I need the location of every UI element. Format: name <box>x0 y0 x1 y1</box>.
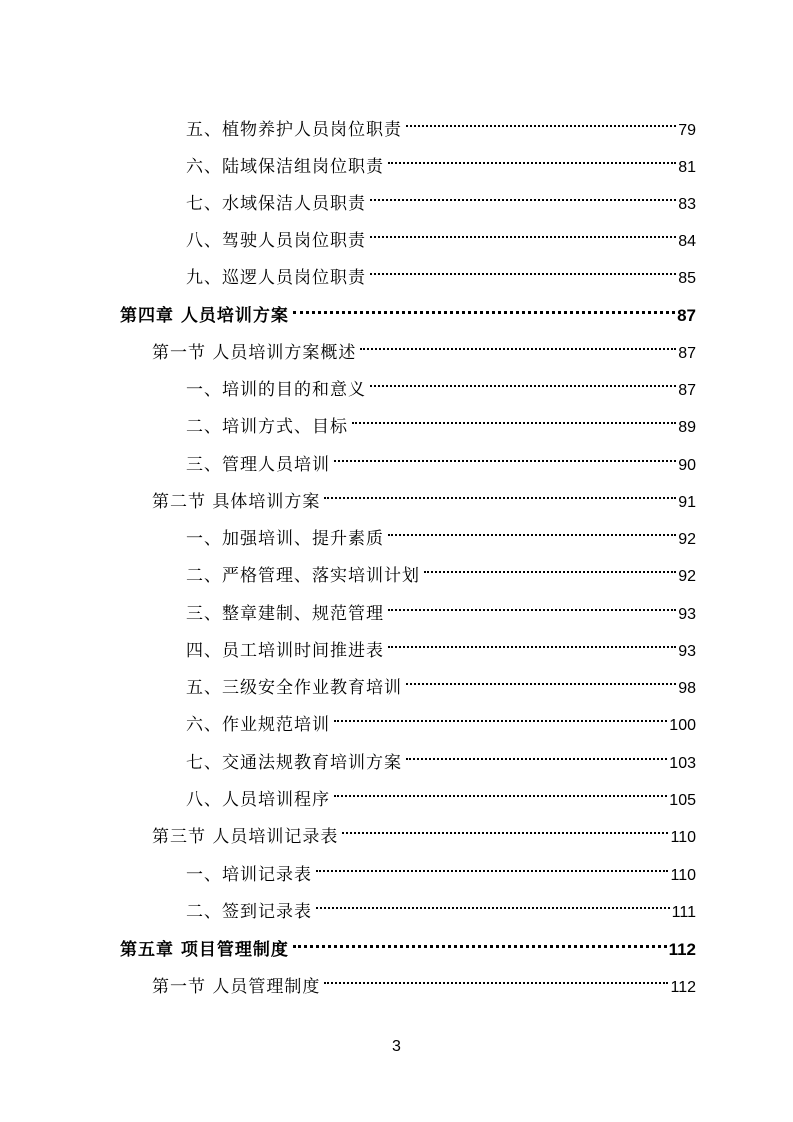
toc-section-entry[interactable] <box>152 962 696 997</box>
dot-leader <box>388 626 676 656</box>
toc-entry-page: 100 <box>669 717 696 734</box>
toc-entry-page: 92 <box>678 568 696 585</box>
toc-chapter-entry[interactable] <box>120 925 696 960</box>
dot-leader <box>334 440 676 470</box>
toc-entry[interactable] <box>186 514 696 549</box>
dot-leader <box>370 179 676 209</box>
toc-entry[interactable] <box>186 738 696 773</box>
dot-leader <box>334 775 667 805</box>
toc-entry-page: 90 <box>678 457 696 474</box>
dot-leader <box>388 589 676 619</box>
toc-chapter-entry[interactable] <box>120 291 696 326</box>
toc-entry[interactable] <box>186 700 696 735</box>
toc-entry-title: 六、作业规范培训 <box>186 715 330 735</box>
dot-leader <box>388 514 676 544</box>
toc-entry-page: 91 <box>678 494 696 511</box>
toc-entry-page: 110 <box>670 829 696 846</box>
dot-leader <box>293 291 675 321</box>
toc-entry-page: 84 <box>678 233 696 250</box>
dot-leader <box>342 812 668 842</box>
toc-entry[interactable] <box>186 253 696 288</box>
page-number: 3 <box>392 1038 401 1055</box>
toc-entry[interactable] <box>186 105 696 140</box>
toc-entry[interactable] <box>186 440 696 475</box>
toc-entry-title: 第二节 具体培训方案 <box>152 492 321 512</box>
toc-entry-page: 103 <box>669 755 696 772</box>
toc-entry-page: 87 <box>677 306 696 325</box>
toc-entry-page: 93 <box>678 643 696 660</box>
toc-entry[interactable] <box>186 626 696 661</box>
toc-entry-title: 三、管理人员培训 <box>186 455 330 475</box>
toc-entry[interactable] <box>186 216 696 251</box>
toc-entry[interactable] <box>186 179 696 214</box>
toc-entry-page: 87 <box>678 345 696 362</box>
toc-entry[interactable] <box>186 589 696 624</box>
dot-leader <box>352 402 676 432</box>
toc-entry-page: 79 <box>678 122 696 139</box>
dot-leader <box>324 962 668 992</box>
toc-entry-title: 七、水域保洁人员职责 <box>186 194 366 214</box>
toc-entry-title: 第一节 人员管理制度 <box>152 977 321 997</box>
toc-entry-page: 92 <box>678 531 696 548</box>
dot-leader <box>370 253 676 283</box>
toc-entry-title: 七、交通法规教育培训方案 <box>186 753 402 773</box>
dot-leader <box>406 738 667 768</box>
toc-entry-title: 第三节 人员培训记录表 <box>152 827 339 847</box>
toc-entry-page: 85 <box>678 270 696 287</box>
toc-entry-title: 五、三级安全作业教育培训 <box>186 678 402 698</box>
toc-entry-title: 二、签到记录表 <box>186 902 312 922</box>
toc-entry[interactable] <box>186 551 696 586</box>
dot-leader <box>406 105 676 135</box>
dot-leader <box>316 850 668 880</box>
toc-entry-title: 第一节 人员培训方案概述 <box>152 343 357 363</box>
toc-entry[interactable] <box>186 142 696 177</box>
toc-entry[interactable] <box>186 402 696 437</box>
toc-entry-title: 九、巡逻人员岗位职责 <box>186 268 366 288</box>
toc-entry-title: 一、培训记录表 <box>186 865 312 885</box>
toc-entry[interactable] <box>186 887 696 922</box>
toc-entry[interactable] <box>186 663 696 698</box>
toc-entry-title: 二、培训方式、目标 <box>186 417 348 437</box>
dot-leader <box>370 216 676 246</box>
dot-leader <box>316 887 670 917</box>
dot-leader <box>334 700 667 730</box>
toc-section-entry[interactable] <box>152 812 696 847</box>
toc-entry-title: 第五章 项目管理制度 <box>120 940 289 960</box>
dot-leader <box>424 551 676 581</box>
dot-leader <box>324 477 676 507</box>
dot-leader <box>360 328 676 358</box>
dot-leader <box>388 142 676 172</box>
toc-entry-title: 第四章 人员培训方案 <box>120 306 289 326</box>
toc-section-entry[interactable] <box>152 328 696 363</box>
toc-entry-page: 98 <box>678 680 696 697</box>
toc-entry-title: 六、陆域保洁组岗位职责 <box>186 157 384 177</box>
toc-entry-page: 111 <box>671 904 696 921</box>
toc-entry[interactable] <box>186 775 696 810</box>
toc-entry-title: 五、植物养护人员岗位职责 <box>186 120 402 140</box>
toc-entry-page: 83 <box>678 196 696 213</box>
toc-entry[interactable] <box>186 850 696 885</box>
toc-entry-page: 112 <box>668 940 696 959</box>
toc-entry-page: 110 <box>670 867 696 884</box>
toc-entry-page: 89 <box>678 419 696 436</box>
toc-entry-page: 93 <box>678 606 696 623</box>
dot-leader <box>370 365 676 395</box>
toc-entry-page: 87 <box>678 382 696 399</box>
toc-entry-page: 81 <box>678 159 696 176</box>
toc-entry-title: 二、严格管理、落实培训计划 <box>186 566 420 586</box>
toc-entry[interactable] <box>186 365 696 400</box>
toc-entry-page: 105 <box>669 792 696 809</box>
toc-entry-title: 八、驾驶人员岗位职责 <box>186 231 366 251</box>
toc-entry-title: 四、员工培训时间推进表 <box>186 641 384 661</box>
dot-leader <box>406 663 676 693</box>
toc-entry-title: 三、整章建制、规范管理 <box>186 604 384 624</box>
toc-entry-page: 112 <box>670 979 696 996</box>
toc-entry-title: 一、培训的目的和意义 <box>186 380 366 400</box>
toc-entry-title: 八、人员培训程序 <box>186 790 330 810</box>
dot-leader <box>293 925 667 955</box>
toc-entry-title: 一、加强培训、提升素质 <box>186 529 384 549</box>
toc-section-entry[interactable] <box>152 477 696 512</box>
